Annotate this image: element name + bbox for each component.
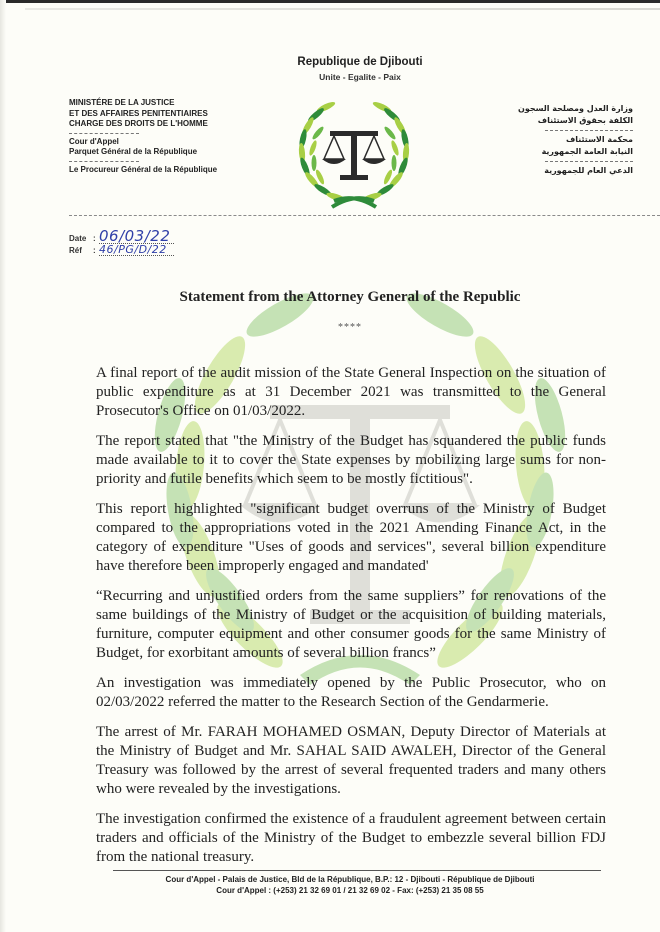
separator <box>545 161 633 162</box>
footer-address: Cour d'Appel - Palais de Justice, Bld de la République, B.P.: 12 - Djibouti - République de Djibouti <box>165 875 535 884</box>
ministry-line: ET DES AFFAIRES PENITENTIAIRES <box>69 108 208 118</box>
separator <box>69 133 139 134</box>
footer-contact: Cour d'Appel : (+253) 21 32 69 01 / 21 32 69 02 - Fax: (+253) 21 35 08 55 <box>216 886 484 895</box>
ministry-line: الكلفة بحقوق الاستئناف <box>537 116 633 125</box>
separator <box>545 130 633 131</box>
header-center <box>270 56 450 82</box>
footer <box>90 874 610 896</box>
date-row <box>69 227 174 245</box>
header-right-arabic <box>513 103 633 177</box>
title-separator: **** <box>338 322 362 333</box>
office-line: الدعي العام للجمهورية <box>544 166 633 175</box>
court-line: Cour d'Appel <box>69 136 119 146</box>
footer-divider <box>113 870 601 871</box>
ministry-line: CHARGE DES DROITS DE L'HOMME <box>69 119 208 128</box>
office-line: Le Procureur Général de la République <box>69 164 218 174</box>
ref-label: Réf <box>69 246 82 255</box>
colon: : <box>93 234 96 243</box>
date-value: 06/03/22 <box>99 230 174 244</box>
separator <box>69 161 139 162</box>
colon: : <box>93 246 96 255</box>
document-body <box>96 364 606 878</box>
ref-value: 46/PG/D/22 <box>99 244 174 256</box>
header-left-french <box>69 98 217 175</box>
ref-row <box>69 244 174 256</box>
paragraph: “Recurring and unjustified orders from the same suppliers” for renovations of the same buildings of the Ministry of Budget or the acquisition of building materials, furniture, computer equipment and other consumer goods for the same Ministry of Budget, for exorbitant amounts of several billion francs” <box>96 588 606 661</box>
paragraph: A final report of the audit mission of the State General Inspection on the situation of public expenditure as at 31 December 2021 was transmitted to the General Prosecutor's Office on 01/03/2022. <box>96 365 606 419</box>
court-line: محكمة الاستئناف <box>565 135 633 144</box>
paragraph: The report stated that "the Ministry of the Budget has squandered the public funds made available to it to cover the State expenses by mobilizing large sums for non-priority and futile benefits which seem to be mostly fictitious". <box>96 433 606 487</box>
scan-left-edge <box>0 0 6 932</box>
date-label: Date <box>69 234 87 243</box>
court-line: Parquet Général de la République <box>69 147 198 156</box>
national-motto: Unite - Egalite - Paix <box>319 72 401 82</box>
scan-shadow <box>25 8 660 10</box>
court-line: النيابة العامة الجمهورية <box>541 147 633 156</box>
document-meta <box>69 227 174 256</box>
scan-top-edge <box>0 0 660 3</box>
paragraph: This report highlighted "significant budget overruns of the Ministry of Budget compared to the appropriations voted in the 2021 Amending Finance Act, in the category of expenditure "Uses of goods and services", several billion expenditure have therefore been improperly engaged and mandated' <box>96 501 606 574</box>
ministry-line: وزارة العدل ومصلحة السجون <box>517 104 633 113</box>
ministry-line: MINISTÉRE DE LA JUSTICE <box>69 98 175 107</box>
scales-of-justice-emblem-icon <box>296 93 412 211</box>
header-divider <box>69 215 660 216</box>
country-name: Republique de Djibouti <box>297 56 423 68</box>
paragraph: The arrest of Mr. FARAH MOHAMED OSMAN, Deputy Director of Materials at the Ministry of Budget and Mr. SAHAL SAID AWALEH, Director of the General Treasury was followed by the arrest of several frequented traders and many others who were revealed by the investigations. <box>96 724 606 797</box>
paragraph: An investigation was immediately opened by the Public Prosecutor, who on 02/03/2022 referred the matter to the Research Section of the Gendarmerie. <box>96 675 606 710</box>
paragraph: The investigation confirmed the existence of a fraudulent agreement between certain traders and officials of the Ministry of the Budget to embezzle several billion FDJ from the national treasury. <box>96 811 606 865</box>
document-title: Statement from the Attorney General of the Republic <box>179 289 521 305</box>
